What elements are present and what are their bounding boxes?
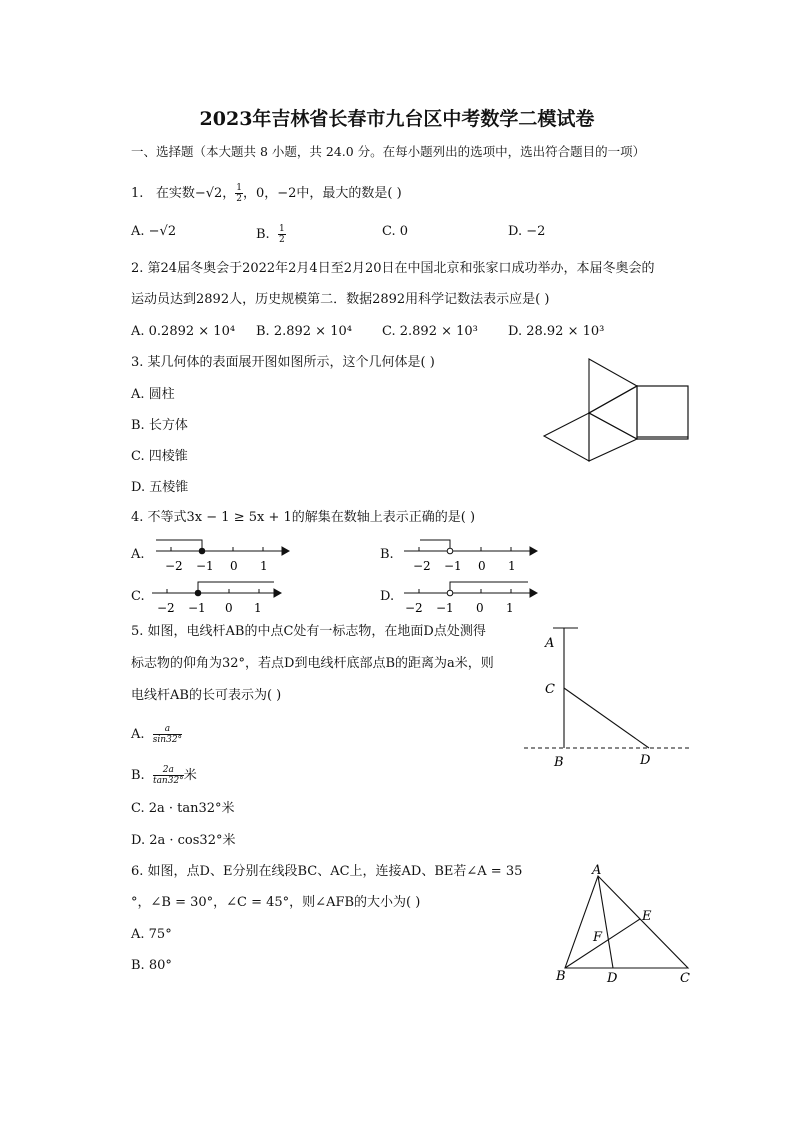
section-heading: 一、选择题（本大题共 8 小题，共 24.0 分。在每小题列出的选项中，选出符合题目的一项） (131, 144, 646, 159)
q2-stem-line1: 2. 第24届冬奥会于2022年2月4日至2月20日在中国北京和张家口成功举办，本届冬奥会的 (131, 261, 655, 276)
tick-label: 0 (230, 559, 238, 573)
label-a: A (592, 863, 602, 878)
q4-stem: 4. 不等式3x − 1 ≥ 5x + 1的解集在数轴上表示正确的是( ) (131, 510, 476, 525)
q3-option-c[interactable]: C. 四棱锥 (131, 449, 188, 464)
q1-b-frac-den: 2 (278, 235, 285, 245)
q5-option-a-fraction (153, 724, 182, 745)
q1-option-b-fraction (278, 224, 286, 245)
tick-label: −2 (413, 559, 431, 573)
q1-b-frac-num: 1 (278, 224, 285, 234)
label-c: C (680, 971, 690, 986)
tick-label: 1 (254, 601, 262, 615)
q5-stem-line1: 5. 如图，电线杆AB的中点C处有一标志物，在地面D点处测得 (131, 624, 486, 639)
label-a: A (545, 636, 555, 651)
q4-option-d-numberline (400, 578, 540, 618)
q5-option-d[interactable]: D. 2a · cos32°米 (131, 833, 236, 848)
triangle-abc (565, 876, 688, 968)
q6-triangle-figure (550, 862, 700, 992)
label-b: B (554, 755, 564, 770)
q2-option-d[interactable]: D. 28.92 × 10³ (508, 324, 605, 339)
sight-line (564, 688, 649, 748)
segment-be (565, 919, 640, 968)
q1-option-b[interactable] (256, 224, 286, 245)
net-triangle-top (589, 359, 637, 413)
q3-net-figure (540, 355, 695, 465)
q4-option-b-numberline (400, 536, 540, 576)
tick-label: 1 (508, 559, 516, 573)
label-e: E (642, 909, 652, 924)
q1-frac-den: 2 (236, 194, 242, 204)
q5-option-b-fraction (153, 765, 184, 786)
q3-option-a[interactable]: A. 圆柱 (131, 387, 175, 402)
net-square-top (637, 386, 688, 437)
q5-stem-line3: 电线杆AB的长可表示为( ) (131, 688, 282, 703)
q6-stem-line1: 6. 如图，点D、E分别在线段BC、AC上，连接AD、BE若∠A = 35 (131, 864, 523, 879)
q2-option-a[interactable]: A. 0.2892 × 10⁴ (131, 324, 236, 339)
q5-option-a-label: A. (131, 727, 145, 742)
q5-stem-line2: 标志物的仰角为32°，若点D到电线杆底部点B的距离为a米，则 (131, 656, 494, 671)
q5-option-c[interactable]: C. 2a · tan32°米 (131, 801, 235, 816)
label-b: B (556, 969, 566, 984)
net-triangle-mid (589, 386, 637, 439)
q4-option-a-numberline (152, 536, 292, 576)
q5-b-unit: 米 (183, 768, 197, 783)
tick-label: −1 (444, 559, 462, 573)
q1-option-b-label: B. (256, 227, 270, 242)
q5-b-den: tan32° (152, 776, 184, 786)
q6-stem-line2: °，∠B = 30°，∠C = 45°，则∠AFB的大小为( ) (131, 895, 421, 910)
tick-label: 0 (478, 559, 486, 573)
q1-stem-a: 在实数−√2， (155, 186, 236, 201)
tick-label: 1 (260, 559, 268, 573)
tick-label: −1 (196, 559, 214, 573)
tick-label: 1 (506, 601, 514, 615)
q2-option-c[interactable]: C. 2.892 × 10³ (382, 324, 478, 339)
net-triangle-bottom (589, 413, 637, 461)
tick-label: 0 (225, 601, 233, 615)
q3-stem: 3. 某几何体的表面展开图如图所示，这个几何体是( ) (131, 355, 435, 370)
tick-label: −2 (157, 601, 175, 615)
q6-option-b[interactable]: B. 80° (131, 958, 172, 973)
q1-option-d[interactable]: D. −2 (508, 224, 546, 239)
q4-option-d-label[interactable]: D. (380, 589, 395, 604)
q4-option-c-numberline (148, 578, 288, 618)
label-d: D (640, 753, 651, 768)
q1-stem-b: ，0，−2中，最大的数是( ) (243, 186, 402, 201)
page-title: 2023年吉林省长春市九台区中考数学二模试卷 (199, 108, 595, 130)
q1-option-c[interactable]: C. 0 (382, 224, 409, 239)
q5-option-a[interactable] (131, 724, 182, 745)
q6-option-a[interactable]: A. 75° (131, 927, 172, 942)
q5-a-num: a (153, 724, 182, 735)
q5-option-b[interactable] (131, 765, 197, 786)
q1-number: 1. (131, 186, 144, 201)
q5-pole-figure (522, 622, 697, 772)
net-square (637, 386, 688, 439)
q5-b-num: 2a (153, 765, 184, 776)
q2-option-b[interactable]: B. 2.892 × 10⁴ (256, 324, 352, 339)
net-triangle-left (544, 413, 589, 461)
label-c: C (545, 682, 555, 697)
tick-label: −1 (436, 601, 454, 615)
tick-label: −2 (165, 559, 183, 573)
q5-option-b-label: B. (131, 768, 145, 783)
q4-option-b-label[interactable]: B. (380, 547, 394, 562)
q3-option-b[interactable]: B. 长方体 (131, 418, 188, 433)
q4-option-a-label[interactable]: A. (131, 547, 145, 562)
q1-fraction (235, 183, 243, 204)
q5-a-den: sin32° (152, 735, 183, 745)
q1-frac-num: 1 (236, 183, 242, 193)
tick-label: −2 (405, 601, 423, 615)
q1-stem (131, 183, 402, 204)
label-d: D (607, 971, 618, 986)
q3-option-d[interactable]: D. 五棱锥 (131, 480, 189, 495)
q2-stem-line2: 运动员达到2892人，历史规模第二．数据2892用科学记数法表示应是( ) (131, 292, 550, 307)
tick-label: −1 (188, 601, 206, 615)
q4-option-c-label[interactable]: C. (131, 589, 145, 604)
label-f: F (593, 930, 603, 945)
tick-label: 0 (476, 601, 484, 615)
q1-option-a[interactable]: A. −√2 (131, 224, 177, 239)
